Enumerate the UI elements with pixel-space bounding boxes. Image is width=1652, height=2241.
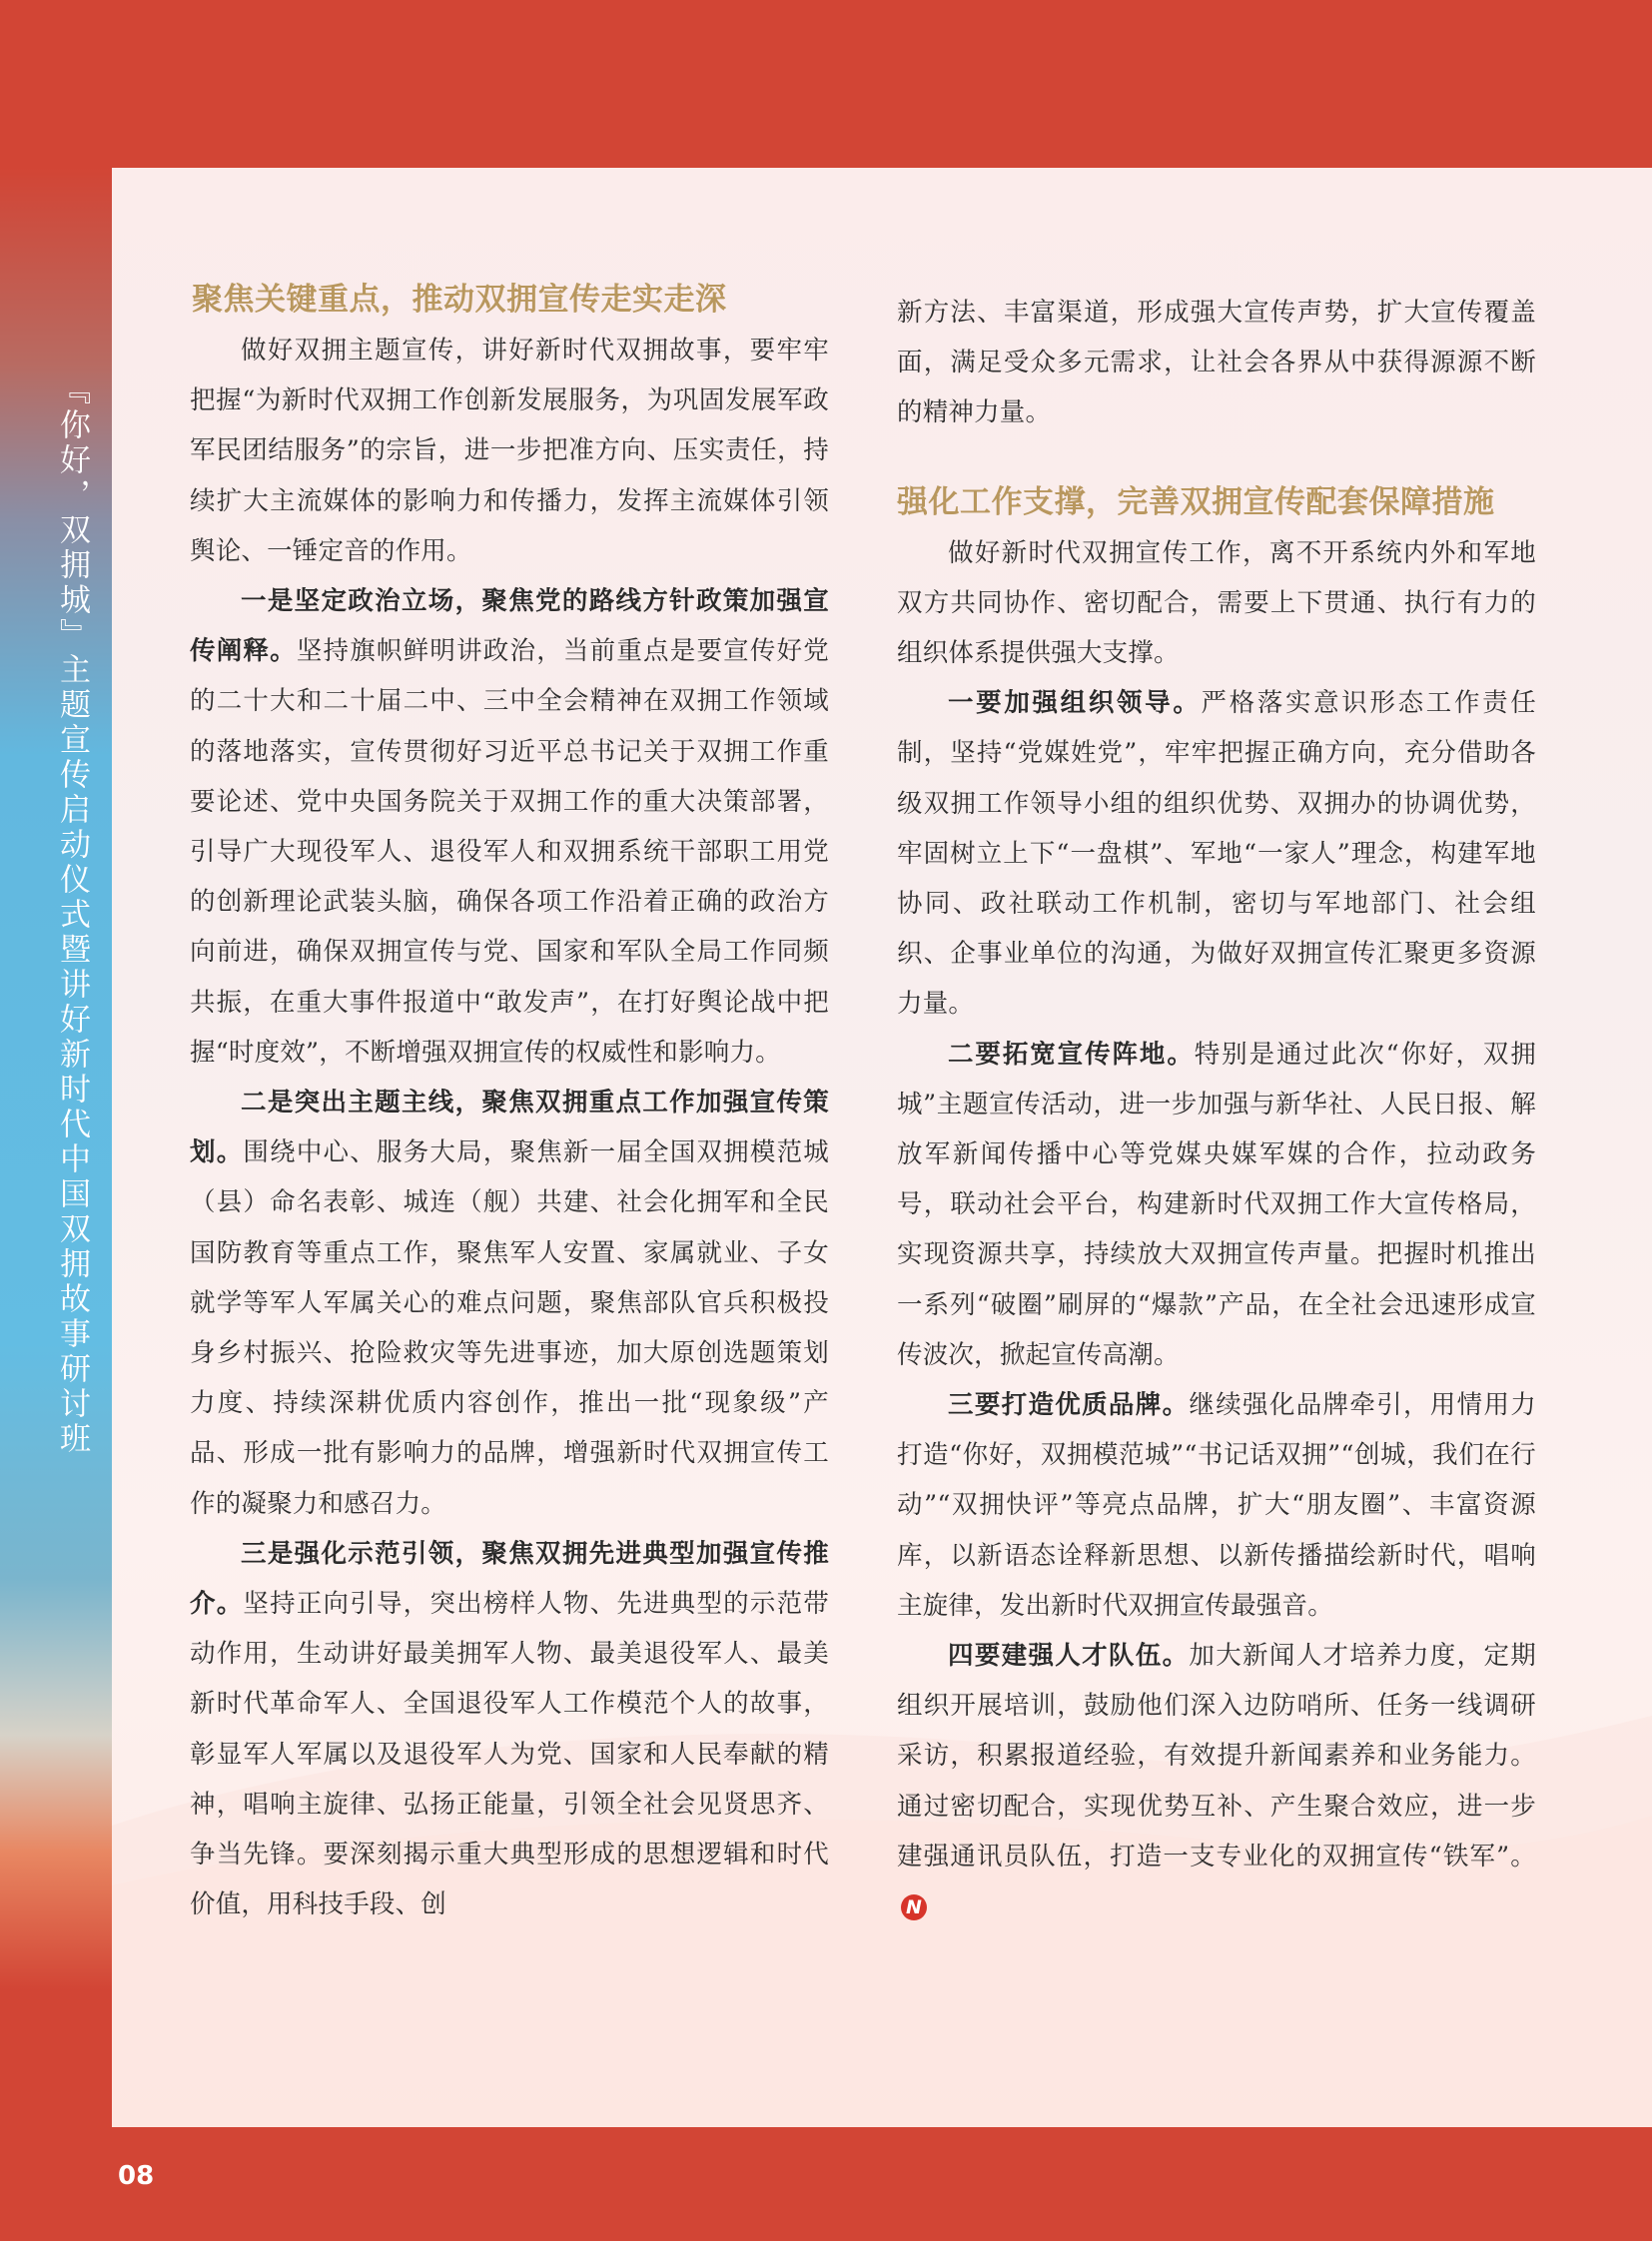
vertical-series-title: 『你好，双拥城』主题宣传启动仪式暨讲好新时代中国双拥故事研讨班 — [54, 374, 90, 1457]
paragraph-support-intro: 做好新时代双拥宣传工作，离不开系统内外和军地双方共同协作、密切配合，需要上下贯通、执行有力的组织体系提供强大支撑。 — [897, 537, 1536, 669]
paragraph-item-4: 四要建强人才队伍。加大新闻人才培养力度，定期组织开展培训，鼓励他们深入边防哨所、任务一线调研采访，积累报道经验，有效提升新闻素养和业务能力。通过密切配合，实现优势互补、产生聚合效应，进一步建强通讯员队伍，打造一支专业化的双拥宣传“铁军”。N — [897, 1641, 1536, 1919]
item-2-title: 二要拓宽宣传阵地。 — [948, 1039, 1195, 1070]
item-3-title: 三要打造优质品牌。 — [948, 1390, 1190, 1421]
point-1-title: 一是坚定政治立场，聚焦党的路线方针政策加强宣传阐释。 — [190, 586, 829, 667]
paragraph-intro: 做好双拥主题宣传，讲好新时代双拥故事，要牢牢把握“为新时代双拥工作创新发展服务，为巩固发展军政军民团结服务”的宗旨，进一步把准方向、压实责任，持续扩大主流媒体的影响力和传播力，发挥主流媒体引领舆论、一锤定音的作用。 — [190, 336, 829, 566]
paragraph-item-3: 三要打造优质品牌。继续强化品牌牵引，用情用力打造“你好，双拥模范城”“书记话双拥”“创城，我们在行动”“双拥快评”等亮点品牌，扩大“朋友圈”、丰富资源库，以新语态诠释新思想、以新传播描绘新时代，唱响主旋律，发出新时代双拥宣传最强音。 — [897, 1390, 1536, 1621]
end-mark-icon: N — [901, 1894, 927, 1920]
paragraph-continuation: 新方法、丰富渠道，形成强大宣传声势，扩大宣传覆盖面，满足受众多元需求，让社会各界从中获得源源不断的精神力量。 — [897, 298, 1536, 428]
paragraph-item-1: 一要加强组织领导。严格落实意识形态工作责任制，坚持“党媒姓党”，牢牢把握正确方向，充分借助各级双拥工作领导小组的组织优势、双拥办的协调优势，牢固树立上下“一盘棋”、军地“一家人”理念，构建军地协同、政社联动工作机制，密切与军地部门、社会组织、企事业单位的沟通，为做好双拥宣传汇聚更多资源力量。 — [897, 688, 1536, 1020]
item-4-title: 四要建强人才队伍。 — [948, 1641, 1190, 1672]
right-column — [897, 288, 1536, 1931]
page-number: 08 — [118, 2161, 155, 2191]
left-column — [190, 276, 829, 1930]
section-heading-support: 强化工作支撑，完善双拥宣传配套保障措施 — [897, 483, 1495, 520]
content-panel — [112, 168, 1652, 2127]
point-2-title: 二是突出主题主线，聚焦双拥重点工作加强宣传策划。 — [190, 1088, 829, 1168]
section-heading-focus: 聚焦关键重点，推动双拥宣传走实走深 — [192, 282, 727, 318]
paragraph-point-1: 一是坚定政治立场，聚焦党的路线方针政策加强宣传阐释。坚持旗帜鲜明讲政治，当前重点是要宣传好党的二十大和二十届二中、三中全会精神在双拥工作领域的落地落实，宣传贯彻好习近平总书记关于双拥工作重要论述、党中央国务院关于双拥工作的重大决策部署，引导广大现役军人、退役军人和双拥系统干部职工用党的创新理论武装头脑，确保各项工作沿着正确的政治方向前进，确保双拥宣传与党、国家和军队全局工作同频共振，在重大事件报道中“敢发声”，在打好舆论战中把握“时度效”，不断增强双拥宣传的权威性和影响力。 — [190, 586, 829, 1068]
item-1-title: 一要加强组织领导。 — [948, 688, 1202, 719]
point-3-title: 三是强化示范引领，聚焦双拥先进典型加强宣传推介。 — [190, 1538, 829, 1620]
paragraph-item-2: 二要拓宽宣传阵地。特别是通过此次“你好，双拥城”主题宣传活动，进一步加强与新华社、人民日报、解放军新闻传播中心等党媒央媒军媒的合作，拉动政务号，联动社会平台，构建新时代双拥工作大宣传格局，实现资源共享，持续放大双拥宣传声量。把握时机推出一系列“破圈”刷屏的“爆款”产品，在全社会迅速形成宣传波次，掀起宣传高潮。 — [897, 1039, 1536, 1370]
paragraph-point-3: 三是强化示范引领，聚焦双拥先进典型加强宣传推介。坚持正向引导，突出榜样人物、先进典型的示范带动作用，生动讲好最美拥军人物、最美退役军人、最美新时代革命军人、全国退役军人工作模范个人的故事，彰显军人军属以及退役军人为党、国家和人民奉献的精神，唱响主旋律、弘扬正能量，引领全社会见贤思齐、争当先锋。要深刻揭示重大典型形成的思想逻辑和时代价值，用科技手段、创 — [190, 1538, 829, 1920]
paragraph-point-2: 二是突出主题主线，聚焦双拥重点工作加强宣传策划。围绕中心、服务大局，聚焦新一届全国双拥模范城（县）命名表彰、城连（舰）共建、社会化拥军和全民国防教育等重点工作，聚焦军人安置、家属就业、子女就学等军人军属关心的难点问题，聚焦部队官兵积极投身乡村振兴、抢险救灾等先进事迹，加大原创选题策划力度、持续深耕优质内容创作，推出一批“现象级”产品、形成一批有影响力的品牌，增强新时代双拥宣传工作的凝聚力和感召力。 — [190, 1088, 829, 1519]
